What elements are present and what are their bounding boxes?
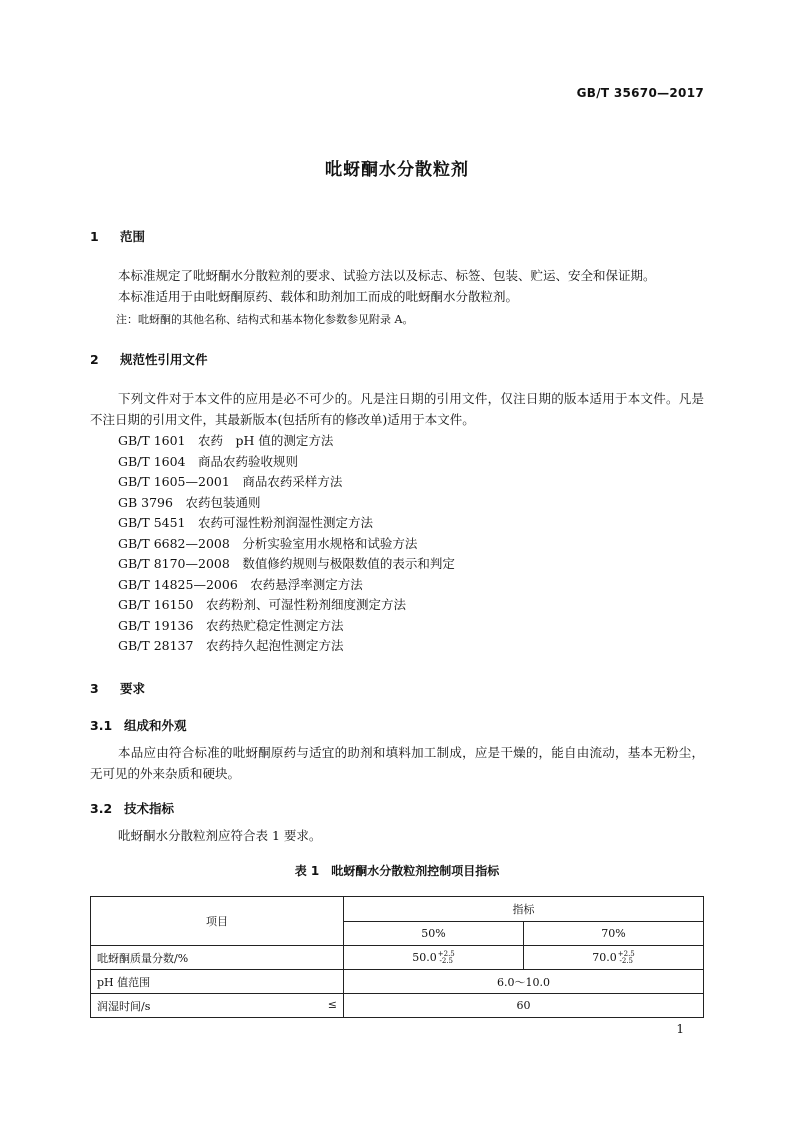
section-1-heading <box>90 227 145 245</box>
row-merged-value: 60 <box>344 994 704 1018</box>
reference-item: GB/T 19136 农药热贮稳定性测定方法 <box>118 618 344 633</box>
section-number: 3 <box>90 681 99 696</box>
section-1-paragraph-1: 本标准规定了吡蚜酮水分散粒剂的要求、试验方法以及标志、标签、包装、贮运、安全和保证期。 <box>118 268 656 283</box>
table-subheader-50: 50% <box>344 921 524 946</box>
section-number: 2 <box>90 352 99 367</box>
row-comparison-symbol: ≤ <box>327 997 337 1011</box>
reference-item: GB/T 14825—2006 农药悬浮率测定方法 <box>118 577 363 592</box>
section-number: 3.2 <box>90 801 113 816</box>
page-number: 1 <box>676 1022 684 1036</box>
reference-item: GB/T 1601 农药 pH 值的测定方法 <box>118 433 334 448</box>
row-item-cell <box>91 970 344 994</box>
row-value: 70.0 <box>592 950 617 964</box>
tolerance-upper: +2.5 <box>437 949 455 958</box>
section-1-paragraph-2: 本标准适用于由吡蚜酮原药、载体和助剂加工而成的吡蚜酮水分散粒剂。 <box>118 289 519 304</box>
section-3-2-paragraph: 吡蚜酮水分散粒剂应符合表 1 要求。 <box>118 828 322 843</box>
row-merged-value: 6.0～10.0 <box>344 970 704 994</box>
tolerance-upper: +2.5 <box>617 949 635 958</box>
table-header-index: 指标 <box>344 897 704 922</box>
section-title: 技术指标 <box>124 801 175 816</box>
section-title: 规范性引用文件 <box>120 352 208 367</box>
table-header-item: 项目 <box>91 897 344 946</box>
section-title: 范围 <box>120 229 146 244</box>
row-item-label: 吡蚜酮质量分数/% <box>97 951 189 965</box>
section-title: 组成和外观 <box>124 718 187 733</box>
reference-item: GB/T 1605—2001 商品农药采样方法 <box>118 474 343 489</box>
standard-number: GB/T 35670—2017 <box>576 86 704 100</box>
table-row <box>91 970 704 994</box>
reference-item: GB/T 28137 农药持久起泡性测定方法 <box>118 638 344 653</box>
row-value-cell <box>344 946 524 970</box>
reference-item: GB/T 16150 农药粉剂、可湿性粉剂细度测定方法 <box>118 597 406 612</box>
section-2-heading <box>90 350 208 368</box>
section-number: 3.1 <box>90 718 113 733</box>
reference-item: GB/T 6682—2008 分析实验室用水规格和试验方法 <box>118 536 418 551</box>
section-3-1-heading <box>90 716 187 734</box>
tolerance-lower: -2.5 <box>439 956 453 965</box>
row-value: 50.0 <box>412 950 437 964</box>
section-title: 要求 <box>120 681 146 696</box>
document-title: 吡蚜酮水分散粒剂 <box>325 160 469 180</box>
reference-item: GB/T 8170—2008 数值修约规则与极限数值的表示和判定 <box>118 556 455 571</box>
row-item-label: pH 值范围 <box>97 975 151 989</box>
section-2-paragraph-1: 下列文件对于本文件的应用是必不可少的。凡是注日期的引用文件，仅注日期的版本适用于本文件。凡是不注日期的引用文件，其最新版本(包括所有的修改单)适用于本文件。 <box>90 391 704 427</box>
row-value-cell <box>524 946 704 970</box>
reference-item: GB/T 5451 农药可湿性粉剂润湿性测定方法 <box>118 515 374 530</box>
row-item-cell <box>91 994 344 1018</box>
tolerance <box>438 951 455 965</box>
section-3-heading <box>90 679 145 697</box>
section-1-note: 注：吡蚜酮的其他名称、结构式和基本物化参数参见附录 A。 <box>116 313 414 326</box>
section-number: 1 <box>90 229 99 244</box>
row-item-cell <box>91 946 344 970</box>
section-3-1-paragraph: 本品应由符合标准的吡蚜酮原药与适宜的助剂和填料加工制成，应是干燥的，能自由流动，基本无粉尘，无可见的外来杂质和硬块。 <box>90 745 704 781</box>
spec-table <box>90 896 704 1018</box>
reference-item: GB 3796 农药包装通则 <box>118 495 261 510</box>
section-3-2-heading <box>90 799 174 817</box>
table-caption: 表 1 吡蚜酮水分散粒剂控制项目指标 <box>294 864 500 878</box>
reference-item: GB/T 1604 商品农药验收规则 <box>118 454 299 469</box>
row-item-label: 润湿时间/s <box>97 999 151 1013</box>
tolerance <box>618 951 635 965</box>
table-subheader-70: 70% <box>524 921 704 946</box>
table-row <box>91 946 704 970</box>
tolerance-lower: -2.5 <box>619 956 633 965</box>
table-row <box>91 994 704 1018</box>
